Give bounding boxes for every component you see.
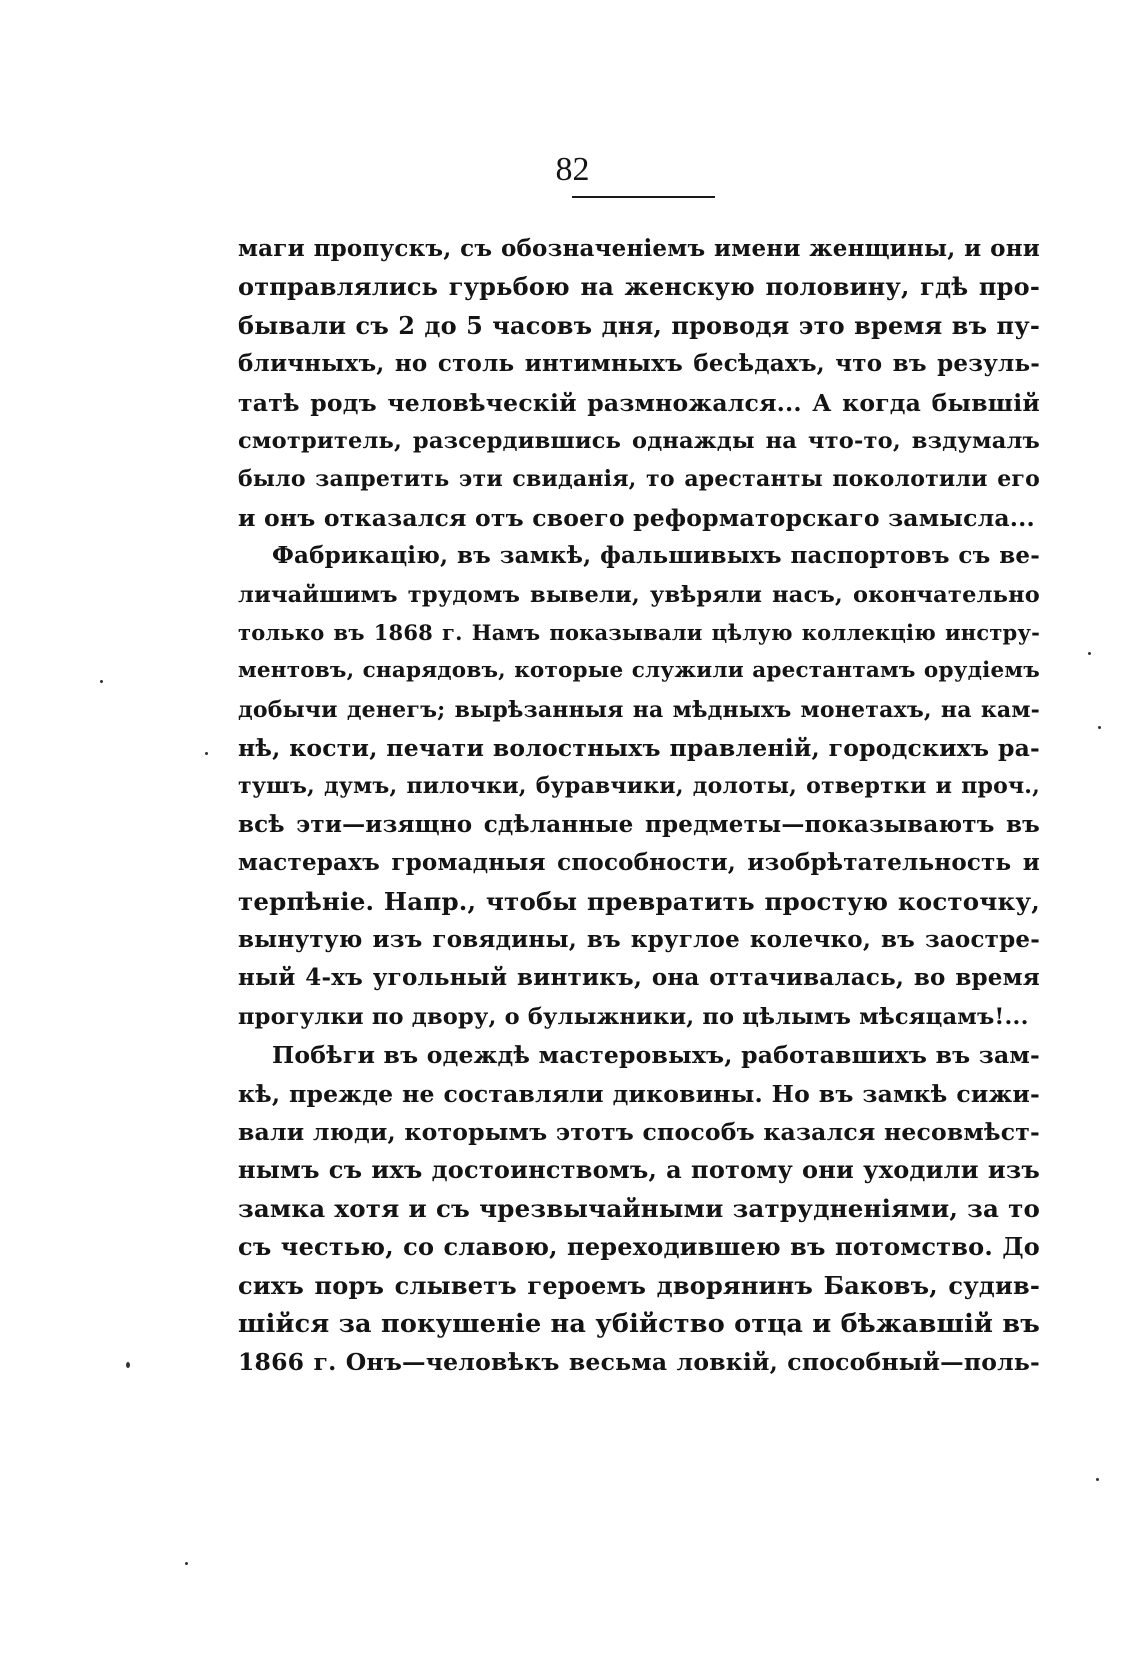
scan-speck [1098,726,1101,729]
header-rule [572,196,715,198]
scan-speck [205,752,208,755]
text-line: прогулки по двору, о булыжники, по цѣлымъ мѣсяцамъ!... [238,1003,1029,1030]
text-line: кѣ, прежде не составляли диковины. Но въ замкѣ сижи- [238,1079,1040,1108]
text-line: съ честью, со славою, переходившею въ потомство. До [238,1232,1040,1262]
scan-speck [185,1562,188,1565]
text-line: смотритель, разсердившись однажды на что-то, вздумалъ [238,427,1040,454]
text-line: мастерахъ громадныя способности, изобрѣтательность и [238,849,1040,877]
text-line: Фабрикацію, въ замкѣ, фальшивыхъ паспортовъ съ ве- [272,542,1040,570]
page-number: 82 [555,151,590,188]
text-line: бывали съ 2 до 5 часовъ дня, проводя это время въ пу- [238,310,1040,340]
text-line: ментовъ, снарядовъ, которые служили арестантамъ орудіемъ [238,658,1040,684]
text-line: личайшимъ трудомъ вывели, увѣряли насъ, окончательно [238,581,1040,608]
text-line: вали люди, которымъ этотъ способъ казался несовмѣст- [238,1117,1040,1146]
text-line: отправлялись гурьбою на женскую половину, гдѣ про- [238,272,1040,302]
text-line: добычи денегъ; вырѣзанныя на мѣдныхъ монетахъ, на кам- [238,696,1040,723]
text-line: нымъ съ ихъ достоинствомъ, а потому они уходили изъ [238,1155,1040,1185]
text-line: 1866 г. Онъ—человѣкъ весьма ловкій, способный—поль- [238,1348,1040,1377]
text-line: было запретить эти свиданія, то арестанты поколотили его [238,466,1040,493]
scan-speck [126,1362,130,1368]
text-line: и онъ отказался отъ своего реформаторскаго замысла... [238,503,1035,532]
text-line: вынутую изъ говядины, въ круглое колечко, въ заостре- [238,926,1040,954]
text-line: бличныхъ, но столь интимныхъ бесѣдахъ, что въ резуль- [238,350,1040,378]
text-line: сихъ поръ слыветъ героемъ дворянинъ Баковъ, судив- [238,1270,1040,1300]
text-line: татѣ родъ человѣческій размножался... А когда бывшій [238,388,1040,417]
text-line: только въ 1868 г. Намъ показывали цѣлую коллекцію инстру- [238,619,1040,645]
text-line: терпѣніе. Напр., чтобы превратить простую косточку, [238,886,1040,916]
scan-speck [1088,652,1091,655]
text-line: шійся за покушеніе на убійство отца и бѣжавшій въ [238,1308,1040,1339]
body-text [238,230,1040,1382]
scan-speck [1096,1478,1099,1481]
text-line: ный 4-хъ угольный винтикъ, она оттачивалась, во время [238,964,1040,992]
text-line: маги пропускъ, съ обозначеніемъ имени женщины, и они [238,235,1040,262]
text-line: тушъ, думъ, пилочки, буравчики, долоты, отвертки и проч., [238,773,1040,800]
text-line: замка хотя и съ чрезвычайными затрудненіями, за то [238,1193,1040,1223]
scan-speck [100,680,103,683]
text-line: Побѣги въ одеждѣ мастеровыхъ, работавшихъ въ зам- [272,1041,1040,1070]
text-line: всѣ эти—изящно сдѣланные предметы—показываютъ въ [238,810,1040,838]
text-line: нѣ, кости, печати волостныхъ правленій, городскихъ ра- [238,734,1040,763]
